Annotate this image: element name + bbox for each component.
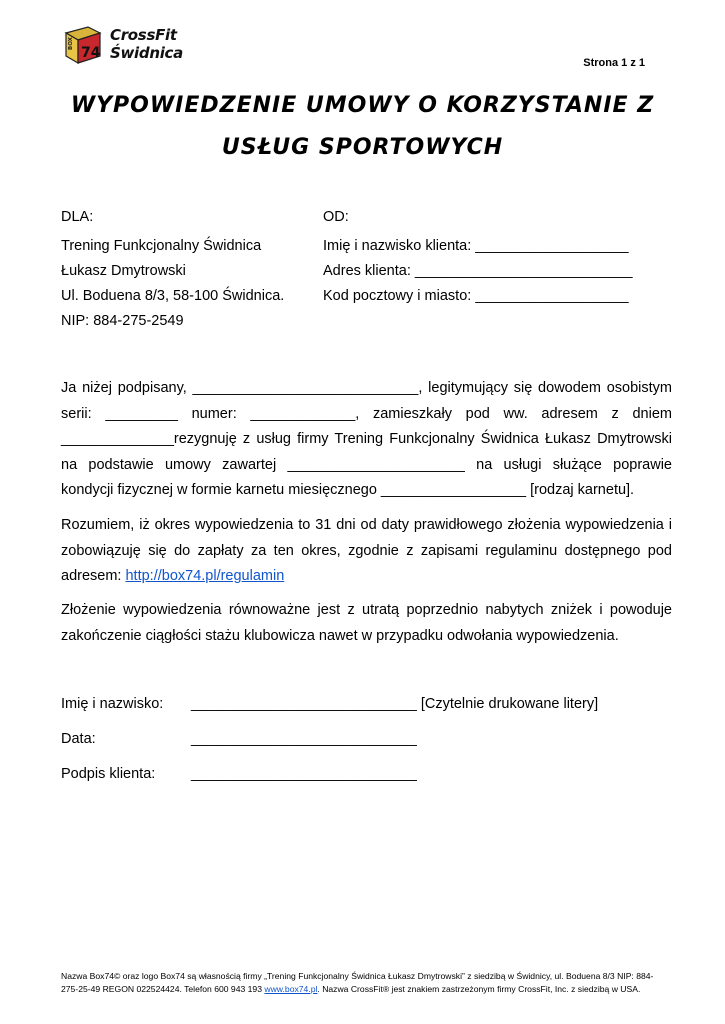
name-label: Imię i nazwisko:: [61, 696, 164, 712]
paragraph-line: na podstawie umowy zawartej ______________________ na usługi służące poprawie: [61, 456, 672, 473]
regulations-link[interactable]: http://box74.pl/regulamin: [125, 568, 285, 584]
logo-badge-number: 74: [81, 45, 101, 61]
paragraph-line: serii: _________ numer: _____________, zamieszkały pod ww. adresem z dniem: [61, 405, 672, 422]
paragraph-line: [61, 564, 672, 590]
page-indicator: Strona 1 z 1: [583, 57, 645, 69]
signature-label: Podpis klienta:: [61, 766, 156, 782]
address-prefix: adresem:: [61, 568, 126, 584]
paragraph-line: Ja niżej podpisany, ____________________________, legitymujący się dowodem osobistym: [61, 380, 672, 396]
document-title-line1: WYPOWIEDZENIE UMOWY O KORZYSTANIE Z: [70, 93, 655, 118]
recipient-line1: Trening Funkcjonalny Świdnica: [61, 238, 262, 254]
logo-line2: Świdnica: [110, 44, 183, 62]
footer-line1: Nazwa Box74© oraz logo Box74 są własnością firmy „Trening Funkcjonalny Świdnica Łukasz Dmytrowski” z siedzibą w Świdnicy, ul. Boduena 8/3 NIP: 884-: [61, 971, 654, 981]
box74-logo-icon: [62, 23, 102, 65]
recipient-label: DLA:: [61, 209, 94, 225]
website-link[interactable]: www.box74.pl: [264, 984, 318, 994]
client-address-field[interactable]: Adres klienta: ___________________________: [323, 263, 633, 279]
paragraph-line: zobowiązuję się do zapłaty za ten okres, zgodnie z zapisami regulaminu dostępnego pod: [61, 542, 672, 559]
footer-line2-prefix: 275-25-49 REGON 022524424. Telefon 600 943 193: [61, 984, 265, 994]
paragraph-line: kondycji fizycznej w formie karnetu miesięcznego __________________ [rodzaj karnetu].: [61, 482, 635, 498]
name-field[interactable]: ____________________________ [Czytelnie drukowane litery]: [191, 696, 599, 712]
sender-label: OD:: [323, 209, 349, 225]
recipient-line2: Łukasz Dmytrowski: [61, 263, 186, 279]
crossfit-logo: [62, 23, 192, 67]
paragraph-line: Rozumiem, iż okres wypowiedzenia to 31 dni od daty prawidłowego złożenia wypowiedzenia i: [61, 517, 672, 533]
notice-period-paragraph: [61, 513, 672, 590]
declaration-paragraph: [61, 376, 672, 504]
footer: [61, 970, 673, 996]
logo-line1: CrossFit: [110, 26, 177, 44]
logo-text: [110, 26, 183, 62]
recipient-line3: Ul. Boduena 8/3, 58-100 Świdnica.: [61, 288, 285, 304]
client-name-field[interactable]: Imię i nazwisko klienta: ___________________: [323, 238, 629, 254]
paragraph-line: zakończenie ciągłości stażu klubowicza nawet w przypadku odwołania wypowiedzenia.: [61, 627, 619, 644]
signature-field[interactable]: ____________________________: [191, 766, 417, 782]
paragraph-line: Złożenie wypowiedzenia równoważne jest z utratą poprzednio nabytych zniżek i powoduje: [61, 602, 672, 618]
document-title-line2: USŁUG SPORTOWYCH: [221, 135, 504, 160]
footer-line2: [61, 983, 673, 996]
recipient-line4: NIP: 884-275-2549: [61, 313, 184, 329]
footer-line2-suffix: . Nazwa CrossFit® jest znakiem zastrzeżonym firmy CrossFit, Inc. z siedzibą w USA.: [317, 984, 641, 994]
discount-loss-paragraph: [61, 598, 672, 649]
date-field[interactable]: ____________________________: [191, 731, 417, 747]
client-postal-field[interactable]: Kod pocztowy i miasto: ___________________: [323, 288, 629, 304]
date-label: Data:: [61, 731, 96, 747]
logo-badge-small: BOX: [68, 37, 74, 50]
paragraph-line: ______________rezygnuję z usług firmy Trening Funkcjonalny Świdnica Łukasz Dmytrowski: [61, 431, 672, 447]
